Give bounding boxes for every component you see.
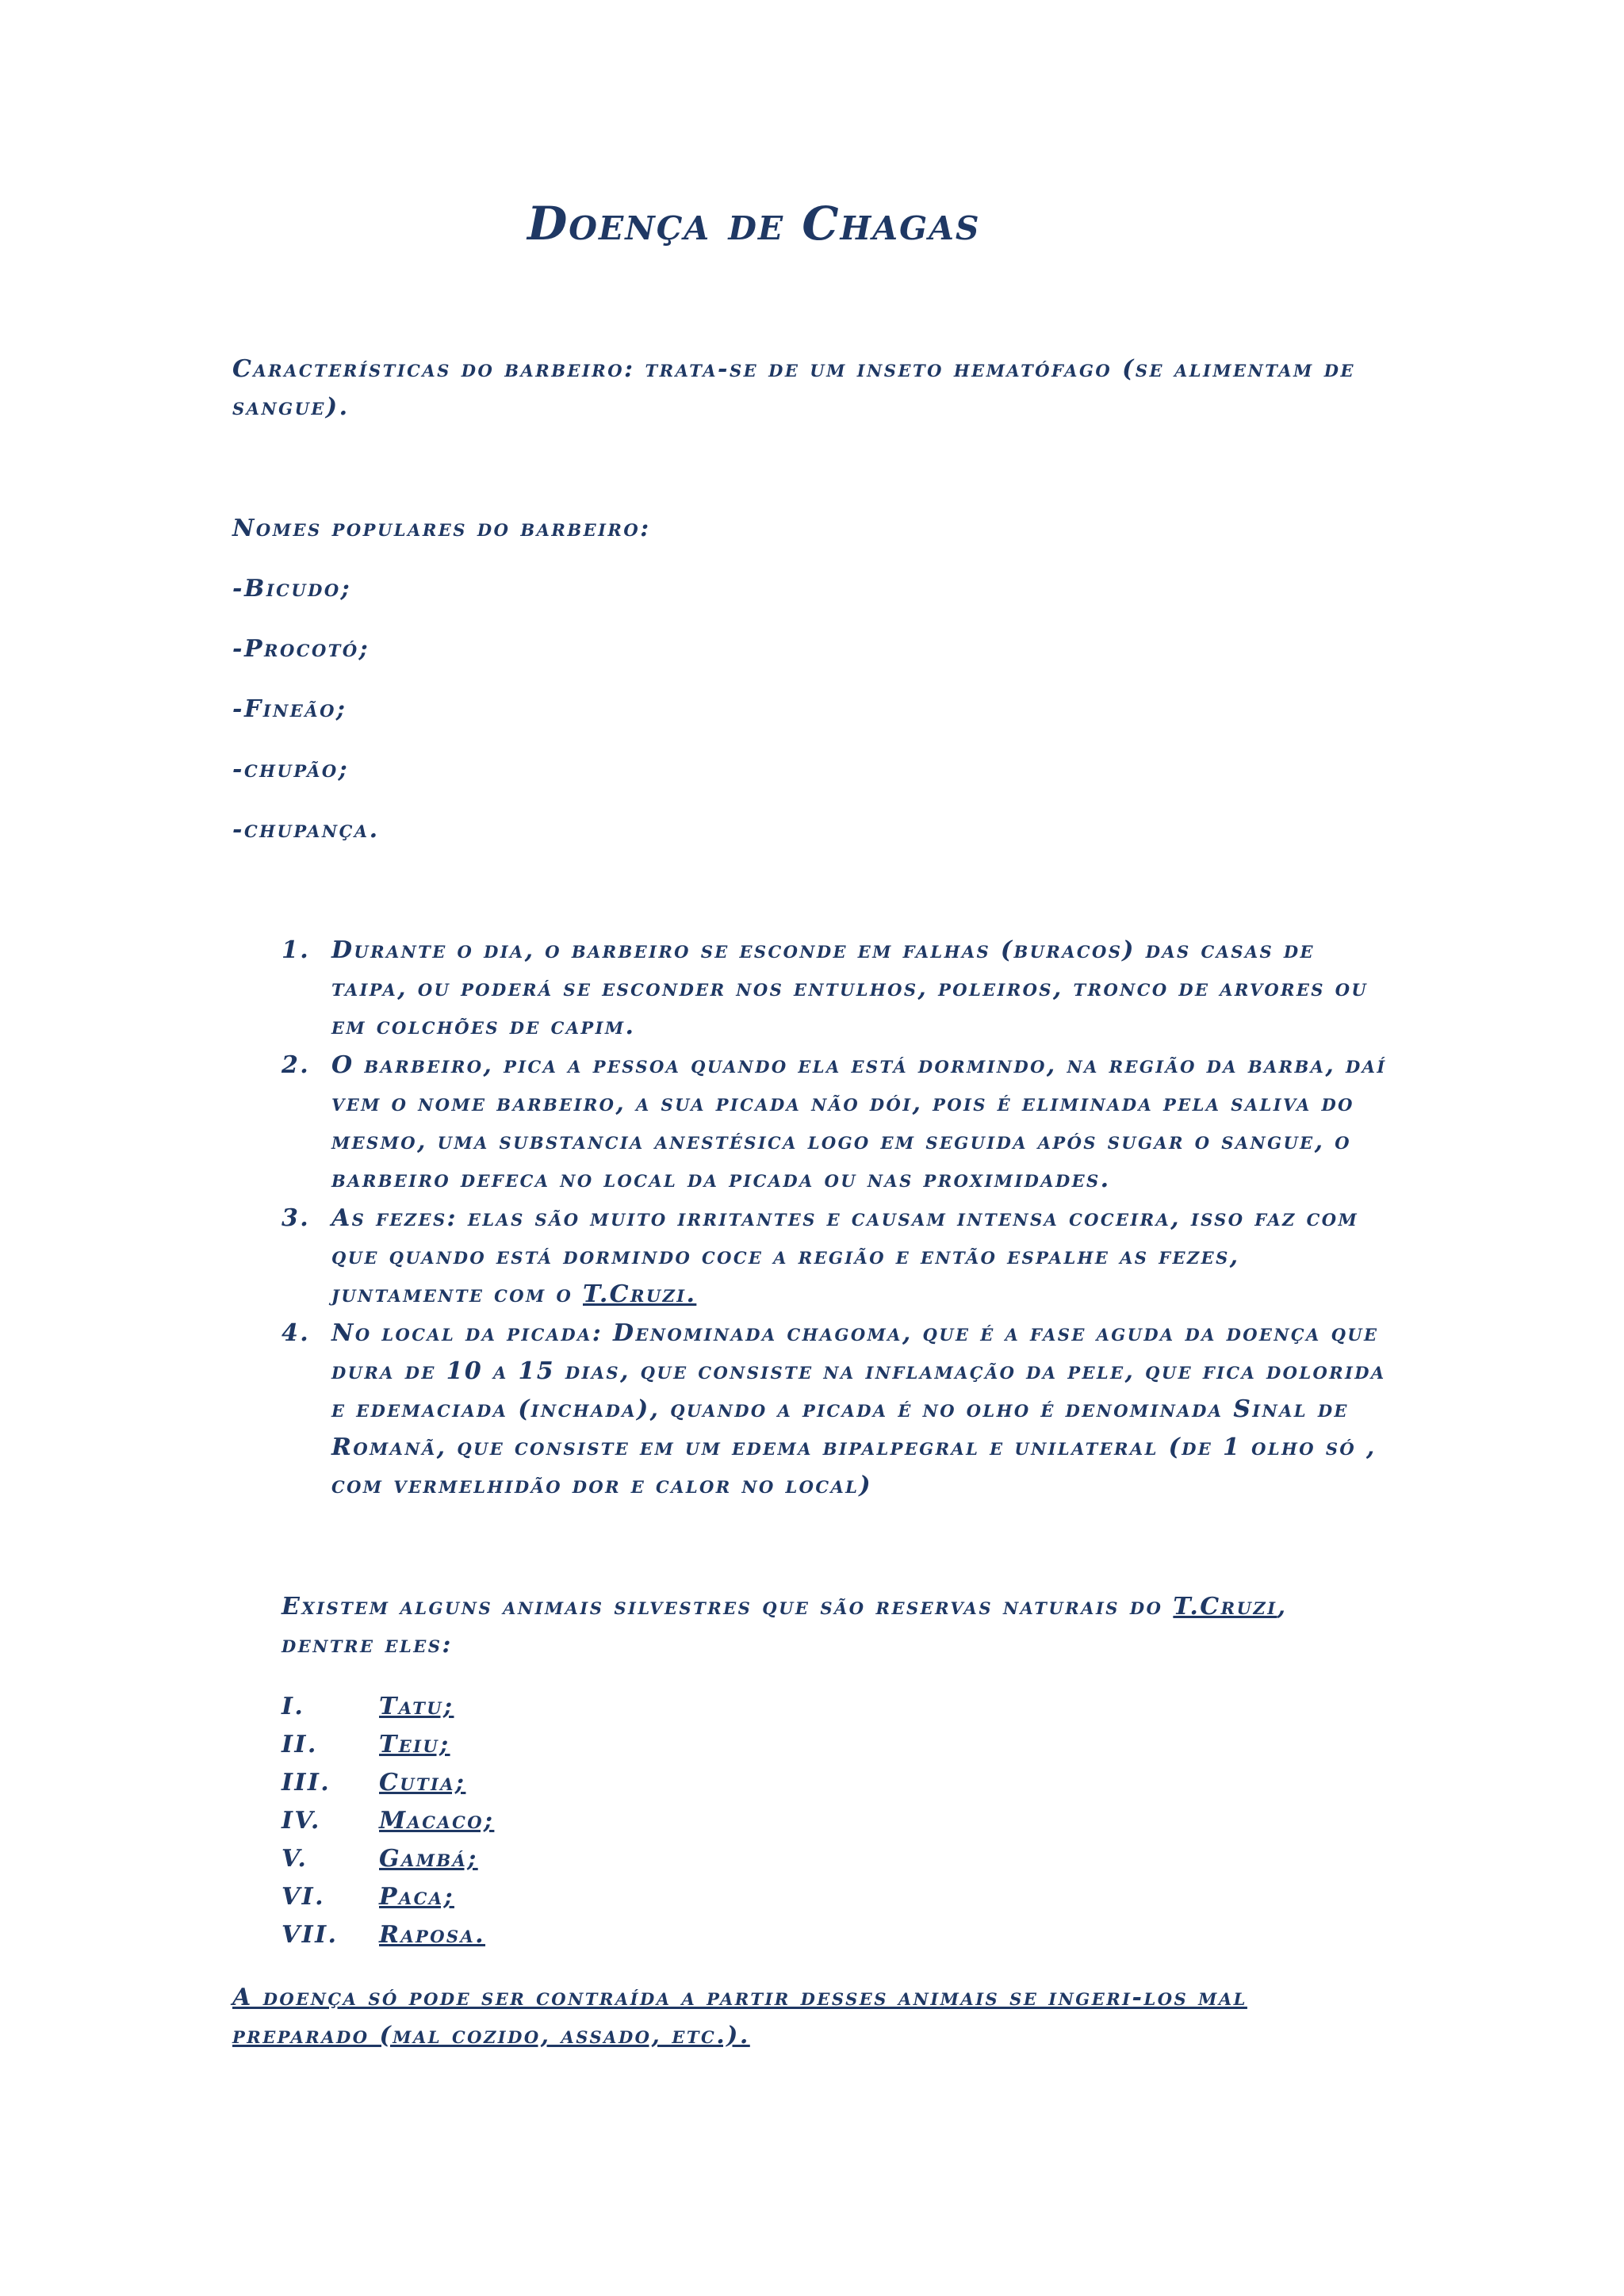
t-cruzi-link: T.Cruzi. [582, 1280, 697, 1308]
nome-item: -Procotó; [232, 635, 370, 663]
animal-item [282, 1688, 454, 1726]
numbered-item [282, 932, 1392, 1046]
numbered-item [282, 1314, 1392, 1505]
animal-name: Macaco; [379, 1807, 495, 1835]
roman-number: II. [282, 1731, 318, 1758]
item-number: 4. [282, 1319, 311, 1347]
animal-name: Teiu; [379, 1731, 450, 1758]
t-cruzi-ref: T.Cruzi [1173, 1593, 1277, 1621]
item-text [331, 1200, 1392, 1314]
animal-item [282, 1878, 454, 1916]
animal-name: Tatu; [379, 1693, 454, 1720]
item-text: Durante o dia, o barbeiro se esconde em falhas (buracos) das casas de taipa, ou poderá se esconder nos entulhos, poleiros, tronco de arvores ou em colchões de capim. [331, 936, 1369, 1040]
nomes-heading: Nomes populares do barbeiro: [232, 515, 651, 542]
item-number: 2. [282, 1051, 311, 1079]
animal-name: Raposa. [379, 1921, 486, 1949]
item-text-before: As fezes: elas são muito irritantes e causam intensa coceira, isso faz com que quando está dormindo coce a região e então espalhe as fezes, juntamente com o [331, 1204, 1359, 1308]
animais-intro [282, 1588, 1384, 1664]
nome-item: -chupança. [232, 816, 380, 844]
animal-item [282, 1802, 494, 1840]
nome-item: -Bicudo; [232, 575, 352, 603]
animal-item [282, 1840, 478, 1878]
page-title: Doença de Chagas [527, 197, 981, 251]
roman-number: VII. [282, 1921, 339, 1949]
item-text: No local da picada: Denominada chagoma, que é a fase aguda da doença que dura de 10 a 15 dias, que consiste na inflamação da pele, que fica dolorida e edemaciada (inchada), quando a picada é no olho é denominada Sinal de Romanã, que consiste em um edema bipalpegral e unilateral (de 1 olho só , com vermelhidão dor e calor no local) [331, 1319, 1386, 1499]
animais-intro-before: Existem alguns animais silvestres que são reservas naturais do [282, 1593, 1174, 1621]
conclusao-paragraph: A doença só pode ser contraída a partir desses animais se ingeri-los mal preparado (mal cozido, assado, etc.). [232, 1984, 1247, 2049]
roman-number: I. [282, 1693, 305, 1720]
animal-item [282, 1764, 465, 1802]
numbered-item [282, 1047, 1392, 1199]
animal-item [282, 1916, 485, 1954]
roman-number: VI. [282, 1883, 325, 1911]
item-number: 1. [282, 936, 311, 964]
roman-number: III. [282, 1769, 331, 1797]
item-text: O barbeiro, pica a pessoa quando ela está dormindo, na região da barba, daí vem o nome barbeiro, a sua picada não dói, pois é eliminada pela saliva do mesmo, uma substancia anestésica logo em seguida após sugar o sangue, o barbeiro defeca no local da picada ou nas proximidades. [331, 1051, 1387, 1193]
animal-name: Cutia; [379, 1769, 466, 1797]
roman-number: V. [282, 1845, 308, 1873]
numbered-item [282, 1200, 1392, 1314]
animal-item [282, 1726, 450, 1764]
roman-number: IV. [282, 1807, 321, 1835]
animal-name: Paca; [379, 1883, 454, 1911]
item-number: 3. [282, 1204, 311, 1232]
caracteristicas-paragraph: Características do barbeiro: trata-se de um inseto hematófago (se alimentam de sangue). [232, 355, 1355, 421]
animais-intro-after: , dentre eles: [282, 1593, 1288, 1659]
animal-name: Gambá; [379, 1845, 478, 1873]
nome-item: -Fineão; [232, 695, 347, 723]
nome-item: -chupão; [232, 756, 350, 783]
